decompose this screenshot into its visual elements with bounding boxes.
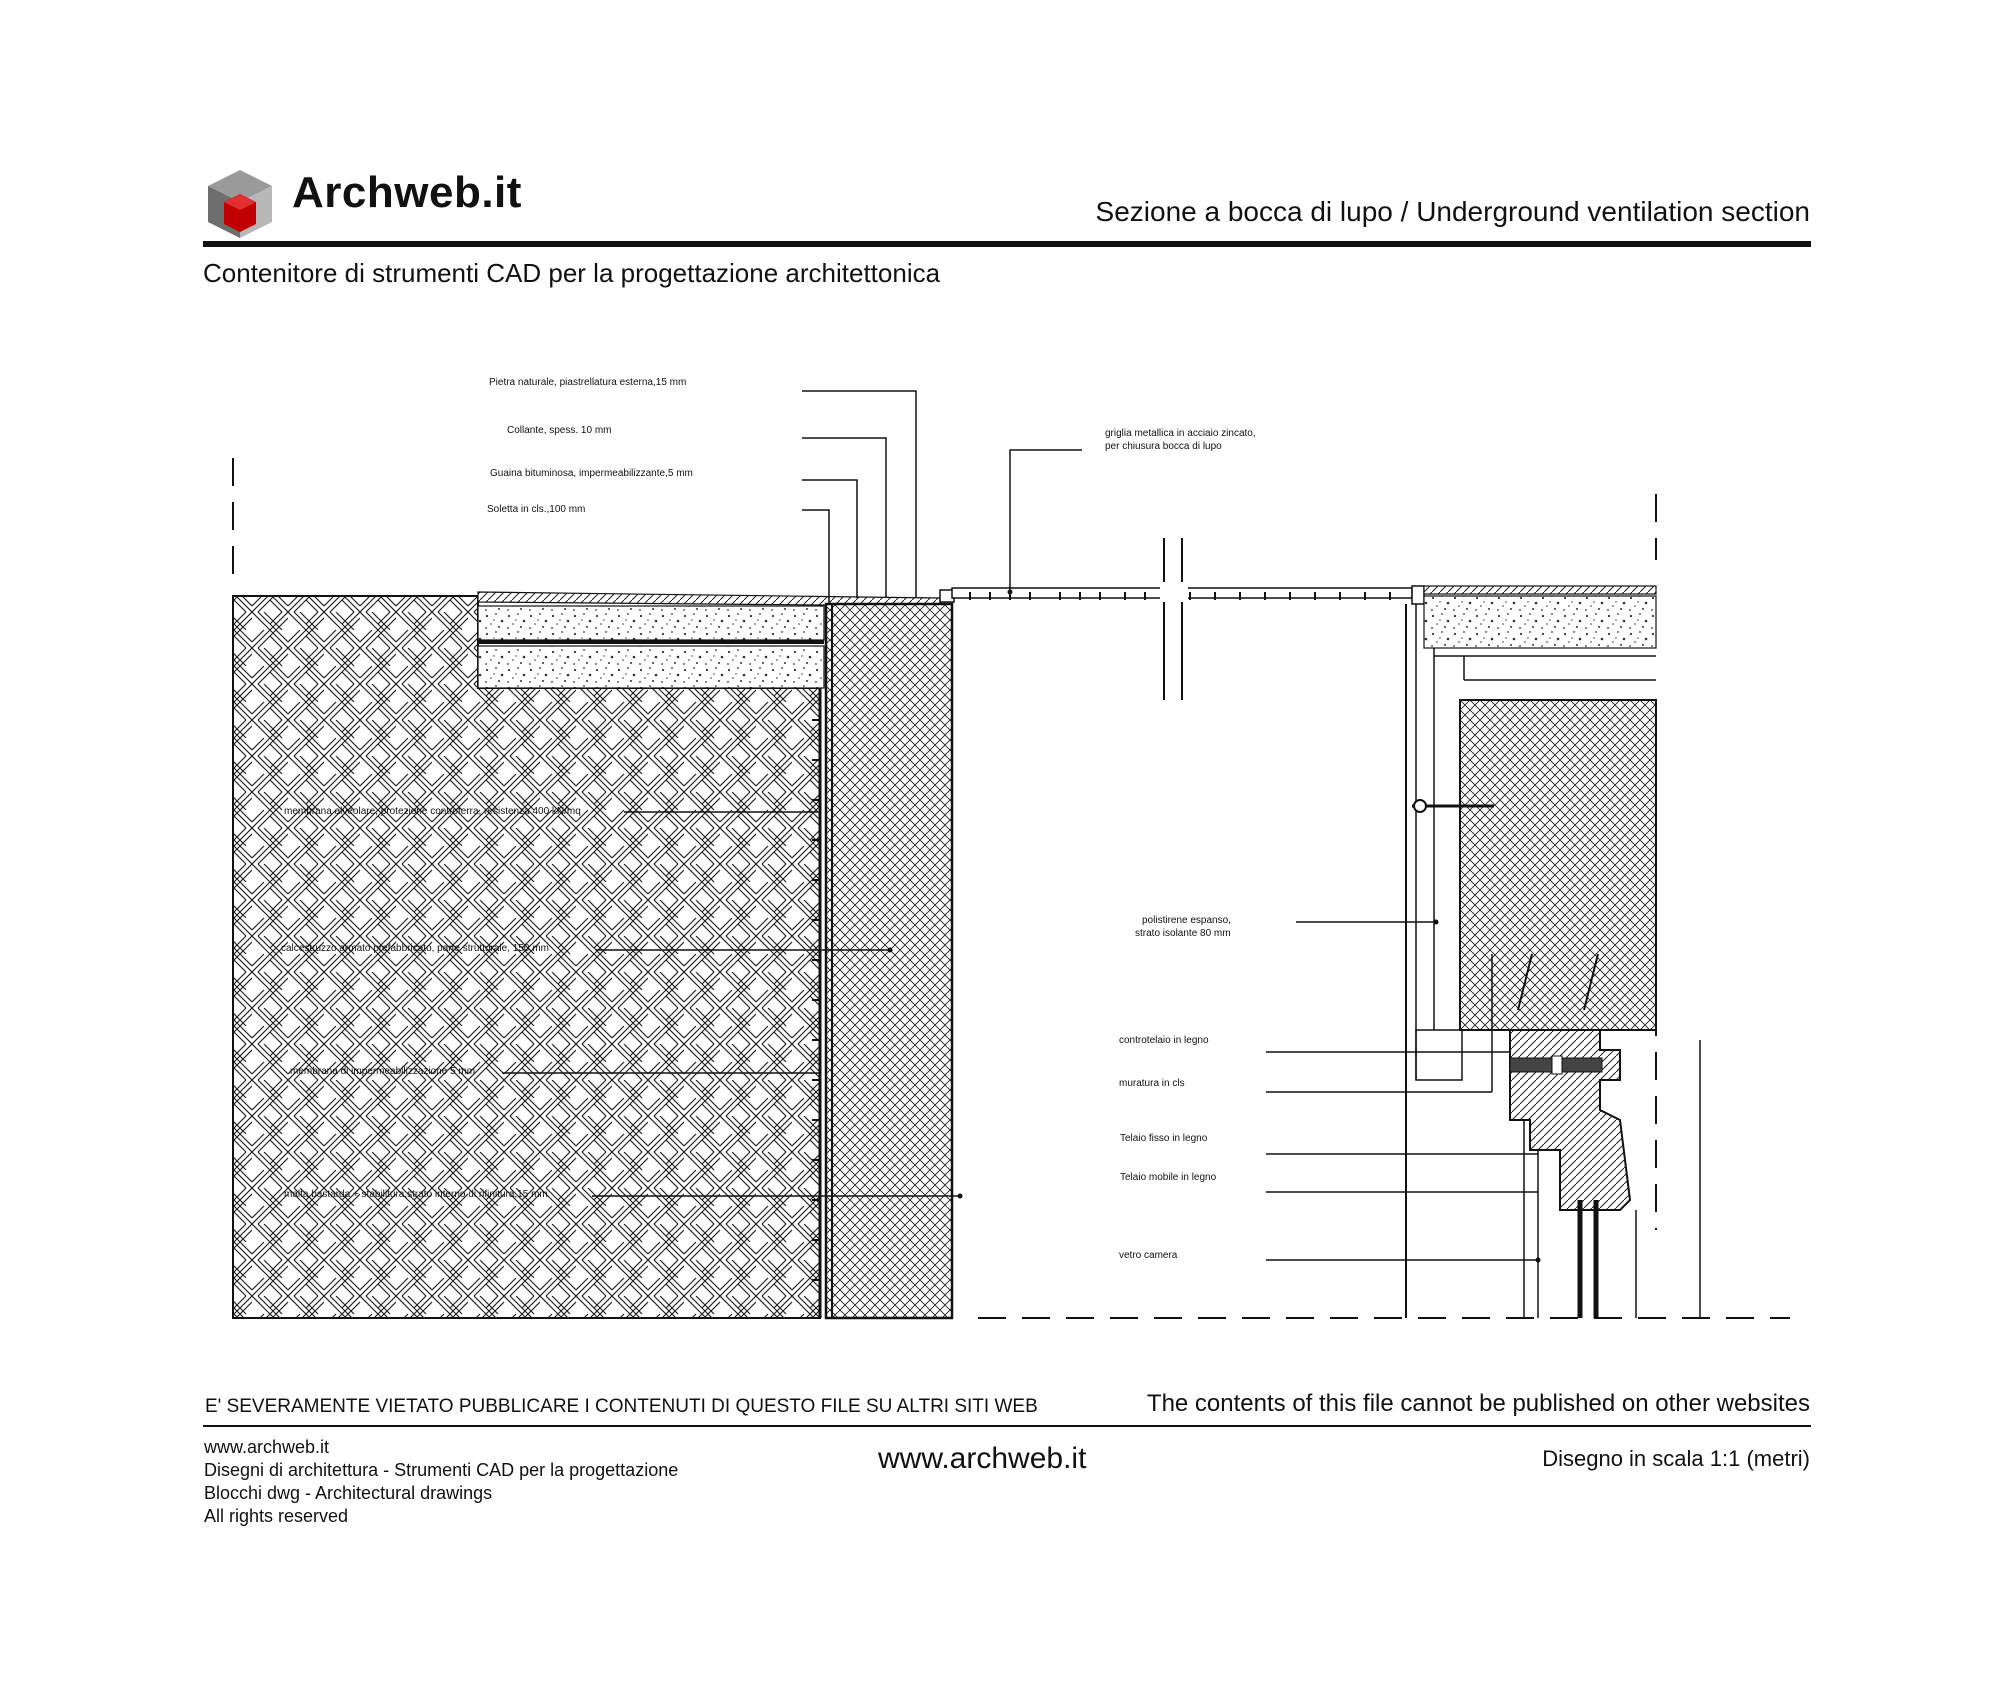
label-pietra: Pietra naturale, piastrellatura esterna,15 mm — [489, 377, 687, 388]
label-guaina: Guaina bituminosa, impermeabilizzante,5 mm — [490, 468, 693, 479]
label-griglia-2: per chiusura bocca di lupo — [1105, 441, 1222, 452]
label-calcestruzzo: calcestruzzo armato prefabbricato, parte strutturale, 150 mm — [281, 943, 549, 954]
warning-english: The contents of this file cannot be published on other websites — [1146, 1390, 1810, 1417]
label-polistirene-1: polistirene espanso, — [1142, 915, 1231, 926]
label-membrana-imp: membrana di impermeabilizzazione 5 mm — [290, 1066, 476, 1077]
label-polistirene-2: strato isolante 80 mm — [1135, 928, 1231, 939]
page-subtitle: Contenitore di strumenti CAD per la progettazione architettonica — [203, 258, 941, 288]
footer-line-2: Disegni di architettura - Strumenti CAD per la progettazione — [204, 1460, 679, 1480]
warning-italian: E' SEVERAMENTE VIETATO PUBBLICARE I CONTENUTI DI QUESTO FILE SU ALTRI SITI WEB — [205, 1396, 1038, 1417]
label-soletta: Soletta in cls.,100 mm — [487, 504, 586, 515]
label-telaio-mobile: Telaio mobile in legno — [1120, 1172, 1217, 1183]
label-malta: malta bastarda + stabilitura,strato interno di rifinitura,15 mm — [284, 1189, 548, 1200]
footer-info — [204, 1436, 764, 1528]
label-controtelaio: controtelaio in legno — [1119, 1035, 1209, 1046]
section-drawing — [233, 391, 1790, 1318]
label-telaio-fisso: Telaio fisso in legno — [1120, 1133, 1208, 1144]
label-collante: Collante, spess. 10 mm — [507, 425, 612, 436]
label-membrana-alveolare: membrana alveolare, protezione controterra, resistenza 400 kN/mq — [284, 806, 581, 817]
footer-line-4: All rights reserved — [204, 1506, 349, 1526]
footer-url[interactable]: www.archweb.it — [878, 1442, 1087, 1475]
footer-rule — [203, 1425, 1811, 1427]
label-griglia-1: griglia metallica in acciaio zincato, — [1105, 428, 1256, 439]
footer-line-1[interactable]: www.archweb.it — [204, 1437, 330, 1457]
label-muratura: muratura in cls — [1119, 1078, 1185, 1089]
footer-line-3: Blocchi dwg - Architectural drawings — [204, 1483, 493, 1503]
page-title: Sezione a bocca di lupo / Underground ventilation section — [1095, 196, 1810, 227]
cube-logo-icon — [208, 170, 272, 238]
brand-name[interactable]: Archweb.it — [292, 168, 522, 217]
label-vetro: vetro camera — [1119, 1250, 1178, 1261]
header-rule — [203, 241, 1811, 247]
drawing-scale: Disegno in scala 1:1 (metri) — [1542, 1446, 1810, 1471]
